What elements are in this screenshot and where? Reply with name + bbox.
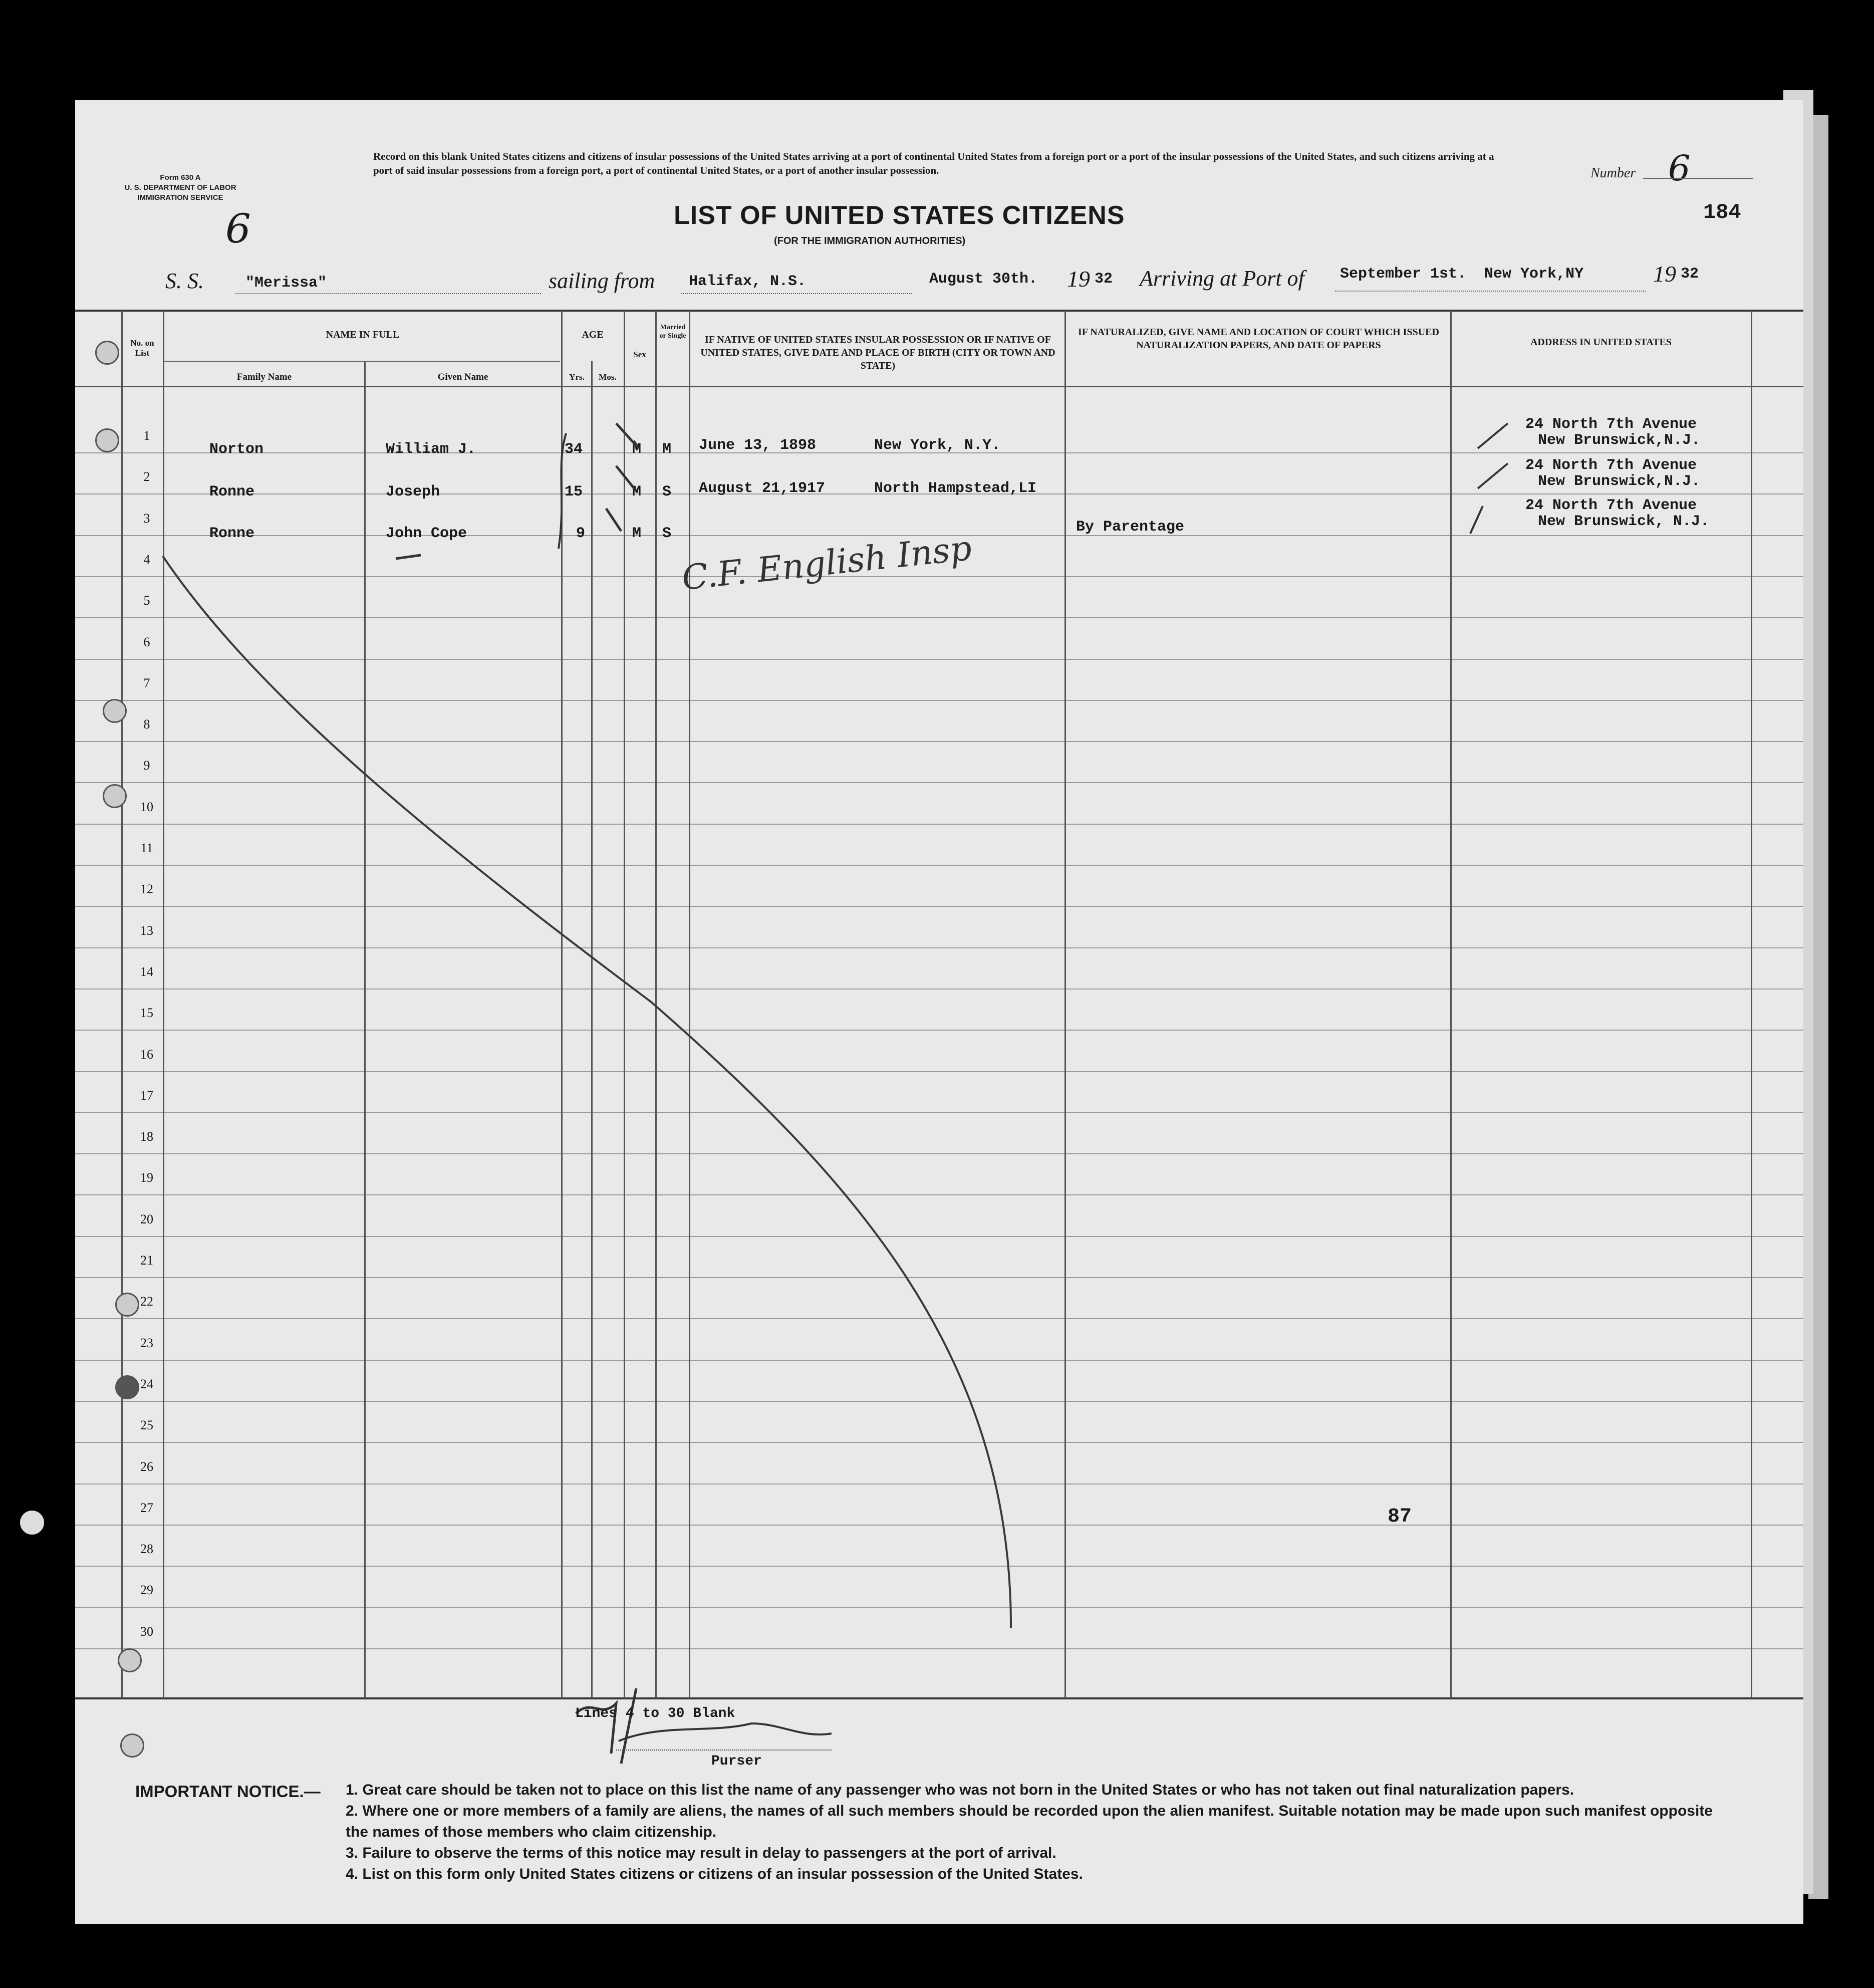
dash-mark — [396, 555, 421, 559]
row-number: 27 — [140, 1500, 153, 1515]
col-header-age: AGE — [582, 329, 604, 340]
row-number: 19 — [140, 1170, 153, 1185]
notice-heading: IMPORTANT NOTICE.— — [135, 1782, 321, 1801]
row-number: 8 — [143, 717, 150, 732]
marital-status: S — [662, 483, 672, 501]
row-number: 30 — [140, 1624, 153, 1639]
row-number: 4 — [143, 552, 150, 567]
purser-signature — [619, 1723, 832, 1741]
col-header-naturalized: IF NATURALIZED, GIVE NAME AND LOCATION OF COURT WHICH ISSUED NATURALIZATION PAPERS, AND DATE OF PAPERS — [1078, 327, 1439, 351]
row-number: 13 — [140, 923, 153, 938]
instructions: Record on this blank United States citizens and citizens of insular possessions of the United States arriving at a port of continental United States from a foreign port or a port of the insular possessions of the United States, and such citizens arriving at a port of said insular possessions from a foreign port, a port of continental United States, or a port of another insular possession. — [373, 150, 1494, 176]
family-name: Ronne — [209, 483, 255, 501]
row-number: 21 — [140, 1253, 153, 1268]
arrival-port: September 1st. New York,NY — [1340, 266, 1584, 283]
check-mark — [1478, 423, 1508, 448]
blank-lines-note: Lines 4 to 30 Blank — [575, 1706, 735, 1721]
row-number: 26 — [140, 1459, 153, 1474]
punch-hole — [20, 1511, 44, 1535]
birth-date: August 21,1917 — [699, 480, 826, 497]
given-name: William J. — [386, 441, 476, 458]
row-number: 11 — [140, 841, 153, 855]
punch-hole — [118, 1648, 142, 1672]
arrival-year-prefix: 19 — [1653, 261, 1676, 287]
initials-mark — [576, 1688, 636, 1764]
col-header-no: No. on List — [130, 338, 154, 358]
row-number: 25 — [140, 1418, 153, 1433]
age-years: 15 — [565, 483, 583, 501]
sailing-label: sailing from — [549, 269, 655, 293]
service: IMMIGRATION SERVICE — [137, 193, 223, 202]
address-line-1: 24 North 7th Avenue — [1525, 457, 1697, 474]
notice-items — [346, 1780, 1738, 1885]
check-mark — [616, 423, 639, 448]
row-number: 2 — [143, 469, 150, 484]
age-years: 34 — [565, 441, 583, 458]
row-number: 5 — [143, 593, 150, 608]
col-header-name: NAME IN FULL — [326, 329, 400, 340]
row-number: 16 — [140, 1047, 153, 1062]
arriving-label: Arriving at Port of — [1140, 266, 1304, 291]
row-number: 24 — [140, 1376, 153, 1391]
col-header-married: Married or Single — [659, 324, 686, 340]
page-subtitle: (FOR THE IMMIGRATION AUTHORITIES) — [774, 235, 966, 246]
bracket-mark — [559, 433, 566, 549]
row-number: 17 — [140, 1088, 153, 1103]
address-line-1: 24 North 7th Avenue — [1525, 416, 1697, 433]
marital-status: S — [662, 525, 672, 542]
purser-line — [616, 1750, 832, 1751]
form-number: Form 630 A — [160, 173, 201, 182]
purser-label: Purser — [711, 1754, 762, 1769]
col-header-yrs: Yrs. — [569, 372, 585, 382]
row-number: 29 — [140, 1583, 153, 1598]
sail-year: 32 — [1095, 271, 1113, 288]
age-years: 9 — [576, 525, 586, 542]
row-number: 10 — [140, 799, 153, 814]
address-line-2: New Brunswick, N.J. — [1538, 513, 1710, 530]
row-number: 20 — [140, 1211, 153, 1226]
naturalization: By Parentage — [1076, 519, 1185, 536]
col-header-given: Given Name — [437, 372, 488, 382]
check-mark — [606, 509, 621, 531]
cancel-curve — [163, 556, 1011, 1628]
number-value: 6 — [1668, 148, 1691, 189]
col-header-native: IF NATIVE OF UNITED STATES INSULAR POSSESSION OR IF NATIVE OF UNITED STATES, GIVE DATE AND PLACE OF BIRTH (CITY OR TOWN AND STATE) — [700, 334, 1055, 371]
notice-item: 3. Failure to observe the terms of this notice may result in delay to passengers at the port of arrival. — [346, 1845, 1056, 1861]
page-title: LIST OF UNITED STATES CITIZENS — [674, 201, 1125, 230]
address-line-1: 24 North 7th Avenue — [1525, 497, 1697, 514]
punch-hole — [103, 784, 127, 808]
row-number: 22 — [140, 1294, 153, 1309]
row-number: 7 — [143, 675, 150, 690]
year-prefix: 19 — [1067, 266, 1090, 292]
address-line-2: New Brunswick,N.J. — [1538, 432, 1701, 449]
punch-hole — [115, 1375, 139, 1399]
row-number: 14 — [140, 964, 153, 979]
arrival-year: 32 — [1681, 266, 1699, 283]
notice-item: 2. Where one or more members of a family are aliens, the names of all such members should be recorded upon the alien manifest. Suitable notation may be made upon such manifest opposite the names of those members who claim citizenship. — [346, 1803, 1713, 1840]
punch-hole — [115, 1293, 139, 1317]
margin-stamp: 87 — [1388, 1506, 1412, 1528]
row-number: 6 — [143, 634, 150, 649]
row-number: 15 — [140, 1006, 153, 1021]
ship-name: "Merissa" — [245, 275, 327, 292]
col-header-sex: Sex — [633, 350, 646, 359]
page-number: 184 — [1703, 200, 1741, 224]
col-header-mos: Mos. — [599, 372, 617, 382]
col-header-address: ADDRESS IN UNITED STATES — [1530, 337, 1672, 348]
sail-date: August 30th. — [929, 271, 1038, 288]
marital-status: M — [662, 441, 672, 458]
ss-label: S. S. — [165, 269, 204, 293]
address-line-2: New Brunswick,N.J. — [1538, 473, 1701, 490]
inspector-signature: C.F. English Insp — [680, 528, 974, 599]
check-mark — [1470, 506, 1483, 534]
col-header-family: Family Name — [236, 372, 292, 382]
family-name: Norton — [209, 441, 264, 458]
row-number: 12 — [140, 882, 153, 897]
punch-hole — [120, 1733, 144, 1758]
given-name: John Cope — [386, 525, 467, 542]
punch-hole — [95, 341, 119, 365]
sex: M — [632, 441, 642, 458]
row-number: 18 — [140, 1129, 153, 1144]
number-label: Number — [1590, 165, 1636, 181]
row-number: 28 — [140, 1542, 153, 1557]
check-mark — [1478, 463, 1508, 488]
given-name: Joseph — [386, 483, 440, 501]
row-number: 3 — [143, 511, 150, 526]
row-number: 1 — [143, 428, 150, 443]
punch-hole — [103, 699, 127, 723]
row-number: 23 — [140, 1335, 153, 1350]
punch-hole — [95, 428, 119, 452]
family-name: Ronne — [209, 525, 255, 542]
notice-item: 4. List on this form only United States citizens or citizens of an insular possession of the United States. — [346, 1866, 1083, 1882]
check-mark — [616, 466, 636, 491]
birth-place: North Hampstead,LI — [874, 480, 1037, 497]
sex: M — [632, 483, 642, 501]
row-number: 9 — [143, 758, 150, 773]
birth-place: New York, N.Y. — [874, 437, 1001, 454]
sex: M — [632, 525, 642, 542]
notice-item: 1. Great care should be taken not to place on this list the name of any passenger who was not born in the United States or who has not taken out final naturalization papers. — [346, 1782, 1574, 1798]
handwritten-mark: 6 — [225, 205, 251, 252]
from-port: Halifax, N.S. — [689, 273, 807, 290]
department: U. S. DEPARTMENT OF LABOR — [124, 183, 236, 192]
birth-date: June 13, 1898 — [699, 437, 817, 454]
